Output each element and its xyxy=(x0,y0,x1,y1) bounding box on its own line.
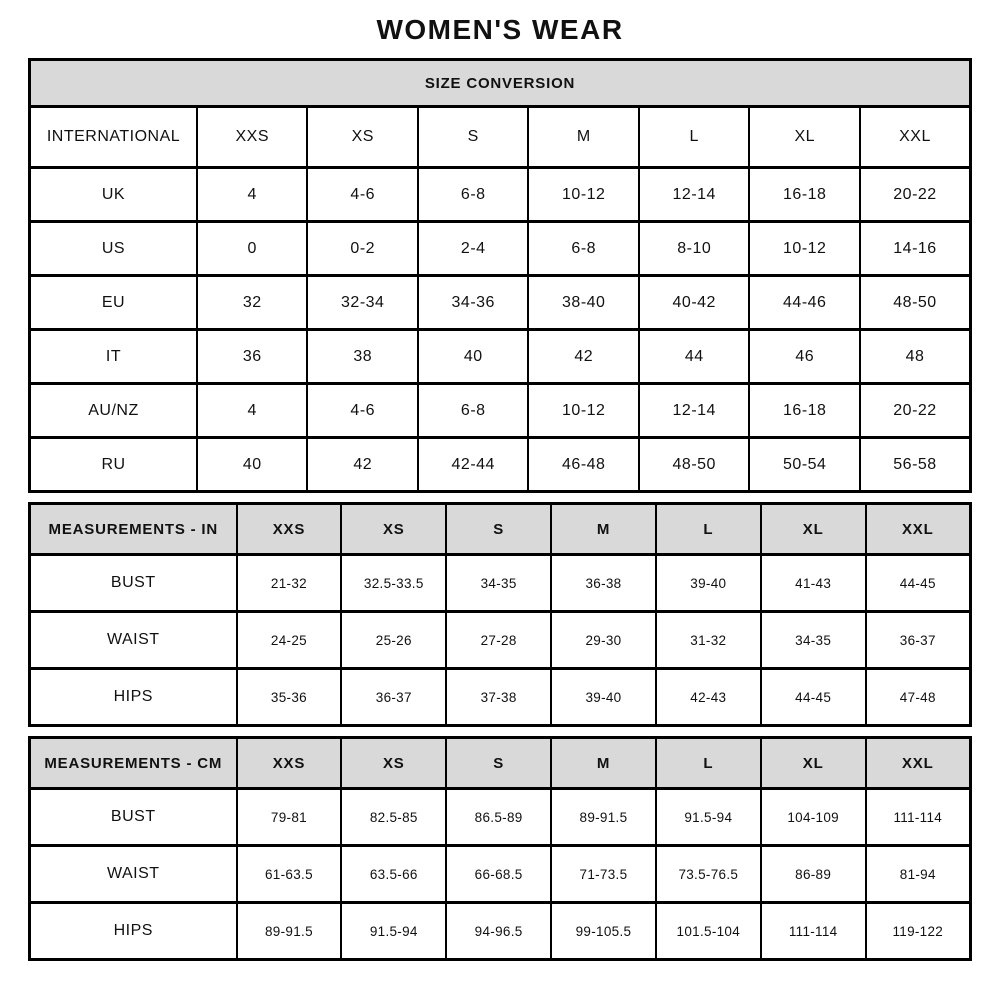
table-row xyxy=(30,384,971,438)
table-cell: 14-16 xyxy=(860,222,971,276)
table-row xyxy=(30,168,971,222)
table-header-row xyxy=(30,738,971,789)
table-cell: 89-91.5 xyxy=(237,903,342,960)
table-cell: 66-68.5 xyxy=(446,846,551,903)
table-cell: 47-48 xyxy=(866,669,971,726)
table-cell: 20-22 xyxy=(860,384,971,438)
table-cell: 34-35 xyxy=(761,612,866,669)
size-header: M xyxy=(551,738,656,789)
table-cell: 42-43 xyxy=(656,669,761,726)
table-cell: 0-2 xyxy=(307,222,418,276)
table-cell: 46 xyxy=(749,330,860,384)
table-cell: 41-43 xyxy=(761,555,866,612)
page-title: WOMEN'S WEAR xyxy=(376,14,624,45)
size-header: L xyxy=(656,504,761,555)
size-header: XS xyxy=(307,107,418,168)
size-header: S xyxy=(446,738,551,789)
table-cell: 6-8 xyxy=(418,384,529,438)
table-cell: 44 xyxy=(639,330,750,384)
table-cell: 37-38 xyxy=(446,669,551,726)
table-cell: 31-32 xyxy=(656,612,761,669)
table-cell: 99-105.5 xyxy=(551,903,656,960)
table-cell: 111-114 xyxy=(761,903,866,960)
size-header: XXL xyxy=(860,107,971,168)
table-banner-row xyxy=(30,60,971,107)
size-header: XS xyxy=(341,504,446,555)
table-cell: 40-42 xyxy=(639,276,750,330)
table-cell: 25-26 xyxy=(341,612,446,669)
table-cell: 20-22 xyxy=(860,168,971,222)
table-header-row xyxy=(30,504,971,555)
table-cell: 101.5-104 xyxy=(656,903,761,960)
table-cell: 81-94 xyxy=(866,846,971,903)
table-cell: 40 xyxy=(197,438,308,492)
table-cell: 16-18 xyxy=(749,384,860,438)
table-cell: 0 xyxy=(197,222,308,276)
size-header: XXS xyxy=(237,738,342,789)
row-label: UK xyxy=(30,168,197,222)
row-label: BUST xyxy=(30,555,237,612)
table-cell: 34-35 xyxy=(446,555,551,612)
table-cell: 27-28 xyxy=(446,612,551,669)
table-cell: 73.5-76.5 xyxy=(656,846,761,903)
table-row xyxy=(30,612,971,669)
table-row xyxy=(30,555,971,612)
table-cell: 44-45 xyxy=(761,669,866,726)
table-cell: 111-114 xyxy=(866,789,971,846)
table-cell: 2-4 xyxy=(418,222,529,276)
table-cell: 36-38 xyxy=(551,555,656,612)
table-row xyxy=(30,276,971,330)
size-header: XL xyxy=(761,738,866,789)
table-cell: 10-12 xyxy=(528,168,639,222)
table-title: MEASUREMENTS - CM xyxy=(30,738,237,789)
table-cell: 48-50 xyxy=(860,276,971,330)
header-label: INTERNATIONAL xyxy=(30,107,197,168)
size-header: S xyxy=(446,504,551,555)
size-header: L xyxy=(639,107,750,168)
table-cell: 39-40 xyxy=(656,555,761,612)
table-cell: 12-14 xyxy=(639,384,750,438)
table-cell: 44-46 xyxy=(749,276,860,330)
size-header: L xyxy=(656,738,761,789)
table-cell: 10-12 xyxy=(749,222,860,276)
row-label: HIPS xyxy=(30,903,237,960)
row-label: EU xyxy=(30,276,197,330)
size-header: M xyxy=(551,504,656,555)
size-header: XXS xyxy=(197,107,308,168)
table-cell: 4 xyxy=(197,384,308,438)
table-cell: 8-10 xyxy=(639,222,750,276)
table-cell: 35-36 xyxy=(237,669,342,726)
table-cell: 86-89 xyxy=(761,846,866,903)
table-cell: 36-37 xyxy=(866,612,971,669)
size-header: S xyxy=(418,107,529,168)
table-cell: 42 xyxy=(528,330,639,384)
row-label: HIPS xyxy=(30,669,237,726)
table-cell: 48 xyxy=(860,330,971,384)
table-cell: 6-8 xyxy=(528,222,639,276)
table-cell: 50-54 xyxy=(749,438,860,492)
size-header: XXL xyxy=(866,738,971,789)
table-header-row xyxy=(30,107,971,168)
table-cell: 71-73.5 xyxy=(551,846,656,903)
measurements-cm-table xyxy=(28,736,972,961)
table-cell: 56-58 xyxy=(860,438,971,492)
size-header: XL xyxy=(749,107,860,168)
table-cell: 32-34 xyxy=(307,276,418,330)
table-cell: 42-44 xyxy=(418,438,529,492)
table-title: SIZE CONVERSION xyxy=(30,60,971,107)
table-cell: 119-122 xyxy=(866,903,971,960)
table-cell: 4-6 xyxy=(307,384,418,438)
table-row xyxy=(30,846,971,903)
table-cell: 94-96.5 xyxy=(446,903,551,960)
table-cell: 6-8 xyxy=(418,168,529,222)
table-title: MEASUREMENTS - IN xyxy=(30,504,237,555)
table-cell: 39-40 xyxy=(551,669,656,726)
row-label: US xyxy=(30,222,197,276)
table-cell: 24-25 xyxy=(237,612,342,669)
table-cell: 40 xyxy=(418,330,529,384)
table-cell: 89-91.5 xyxy=(551,789,656,846)
table-cell: 38-40 xyxy=(528,276,639,330)
size-header: XS xyxy=(341,738,446,789)
table-row xyxy=(30,789,971,846)
table-row xyxy=(30,438,971,492)
size-header: XXL xyxy=(866,504,971,555)
size-header: XL xyxy=(761,504,866,555)
table-cell: 36-37 xyxy=(341,669,446,726)
row-label: RU xyxy=(30,438,197,492)
table-row xyxy=(30,330,971,384)
row-label: WAIST xyxy=(30,612,237,669)
table-cell: 86.5-89 xyxy=(446,789,551,846)
table-cell: 44-45 xyxy=(866,555,971,612)
table-cell: 10-12 xyxy=(528,384,639,438)
size-header: M xyxy=(528,107,639,168)
table-row xyxy=(30,222,971,276)
row-label: IT xyxy=(30,330,197,384)
table-cell: 46-48 xyxy=(528,438,639,492)
table-row xyxy=(30,669,971,726)
table-cell: 91.5-94 xyxy=(656,789,761,846)
table-cell: 61-63.5 xyxy=(237,846,342,903)
table-cell: 63.5-66 xyxy=(341,846,446,903)
table-cell: 4 xyxy=(197,168,308,222)
table-cell: 4-6 xyxy=(307,168,418,222)
table-cell: 16-18 xyxy=(749,168,860,222)
table-row xyxy=(30,903,971,960)
size-header: XXS xyxy=(237,504,342,555)
table-cell: 32.5-33.5 xyxy=(341,555,446,612)
table-cell: 48-50 xyxy=(639,438,750,492)
table-cell: 104-109 xyxy=(761,789,866,846)
table-cell: 12-14 xyxy=(639,168,750,222)
table-cell: 34-36 xyxy=(418,276,529,330)
table-cell: 29-30 xyxy=(551,612,656,669)
table-cell: 42 xyxy=(307,438,418,492)
table-cell: 32 xyxy=(197,276,308,330)
table-cell: 21-32 xyxy=(237,555,342,612)
table-cell: 82.5-85 xyxy=(341,789,446,846)
row-label: BUST xyxy=(30,789,237,846)
table-cell: 38 xyxy=(307,330,418,384)
table-cell: 79-81 xyxy=(237,789,342,846)
size-conversion-table xyxy=(28,58,972,493)
table-cell: 36 xyxy=(197,330,308,384)
row-label: WAIST xyxy=(30,846,237,903)
table-cell: 91.5-94 xyxy=(341,903,446,960)
row-label: AU/NZ xyxy=(30,384,197,438)
measurements-in-table xyxy=(28,502,972,727)
